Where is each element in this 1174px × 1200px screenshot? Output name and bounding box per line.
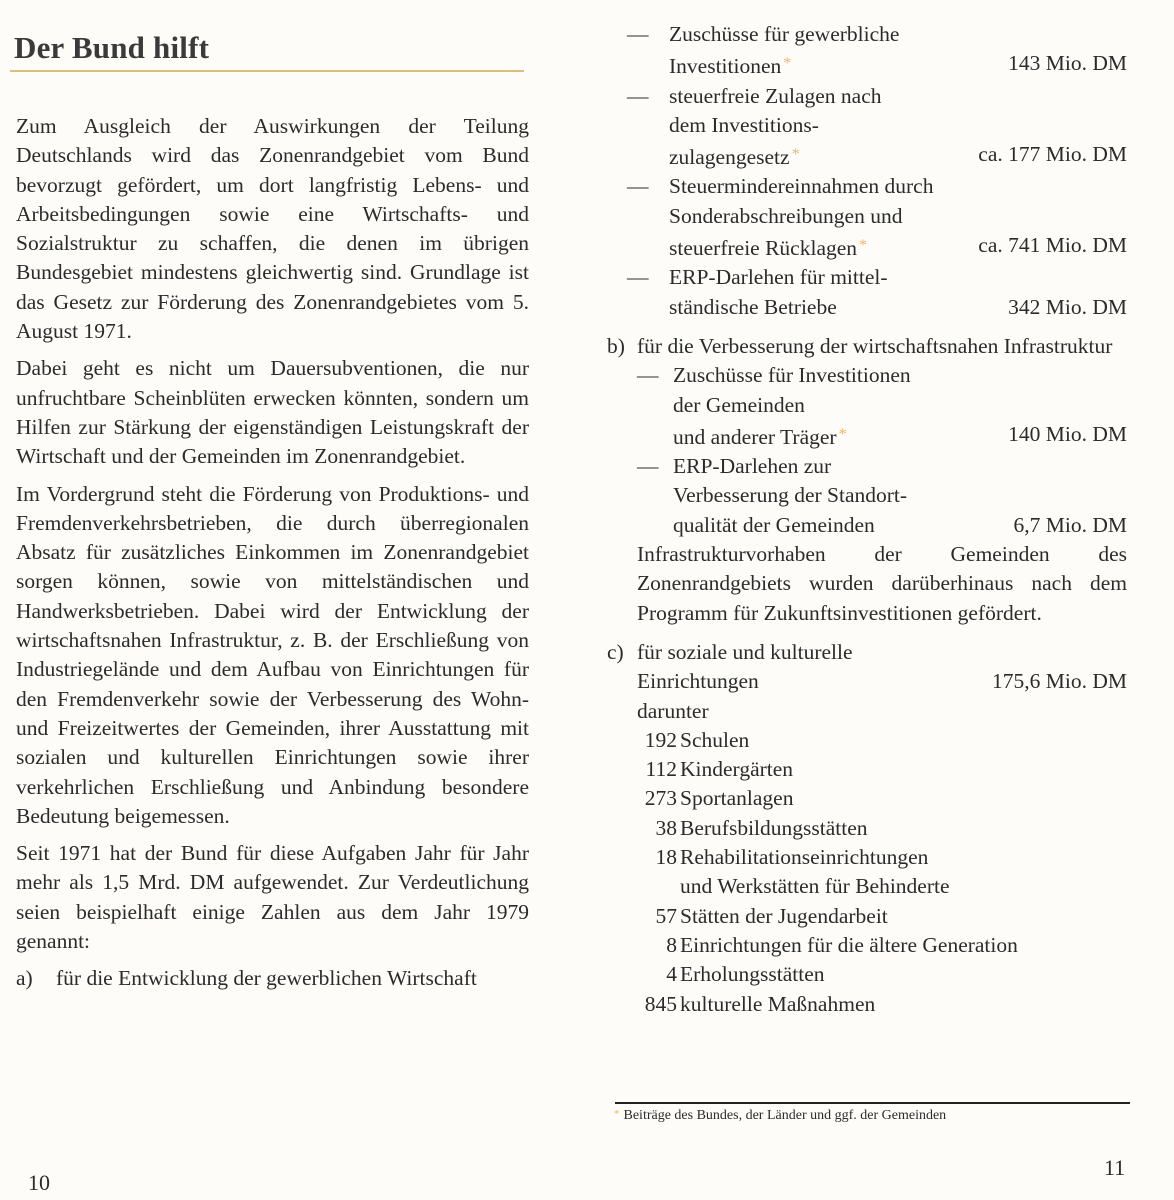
dash-marker: — <box>637 363 659 388</box>
item-text: zulagengesetz <box>669 145 790 170</box>
section-c-text: Einrichtungen <box>637 669 759 694</box>
count-number: 112 <box>645 757 677 782</box>
count-label: Erholungsstätten <box>680 962 825 987</box>
item-amount: 342 Mio. DM <box>1008 294 1127 319</box>
item-amount: 6,7 Mio. DM <box>1013 512 1127 537</box>
item-text: Sonderabschreibungen und <box>669 203 903 228</box>
section-c <box>607 638 1127 1019</box>
item-text: Zuschüsse für Investitionen <box>673 363 911 388</box>
page-title: Der Bund hilft <box>14 30 210 65</box>
count-label: Schulen <box>680 727 750 752</box>
item-text: ERP-Darlehen für mittel- <box>669 265 888 290</box>
item-text: dem Investitions- <box>669 112 819 137</box>
item-text: Investitionen <box>669 54 782 79</box>
footnote-divider <box>615 1102 1130 1104</box>
paragraph-spending: Seit 1971 hat der Bund für diese Aufgaben Jahr für Jahr mehr als 1,5 Mrd. DM aufgewendet. Zur Verdeutlichung seien beispielhaft einige Zahlen aus dem Jahr 1979 genannt: <box>16 841 529 954</box>
count-row <box>637 814 1127 843</box>
item-amount: ca. 741 Mio. DM <box>978 233 1127 258</box>
count-row <box>637 960 1127 989</box>
count-number: 8 <box>666 932 677 957</box>
list-item <box>607 172 1127 263</box>
item-text: Zuschüsse für gewerbliche <box>669 22 900 46</box>
list-item <box>607 263 1127 322</box>
item-text: ERP-Darlehen zur <box>673 454 832 479</box>
list-item <box>637 361 1127 452</box>
item-amount: 143 Mio. DM <box>1008 51 1127 76</box>
count-label: Rehabilitationseinrichtungen <box>680 845 929 870</box>
count-number: 845 <box>644 991 677 1016</box>
section-a-label: a) <box>16 966 33 991</box>
dash-marker: — <box>627 174 649 199</box>
count-row <box>637 931 1127 960</box>
list-item <box>607 82 1127 173</box>
count-number: 4 <box>666 962 677 987</box>
left-column <box>16 112 529 994</box>
section-b-label: b) <box>607 333 625 358</box>
paragraph-subsidies: Dabei geht es nicht um Dauersubventionen, die nur unfruchtbare Scheinblüten erwecken könnten, sondern um Hilfen zur Stärkung der eigenständigen Leistungskraft der Wirtschaft und der Gemeinden im Zonenrandgebiet. <box>16 356 529 469</box>
footnote-text: Beiträge des Bundes, der Länder und ggf. der Gemeinden <box>623 1108 947 1123</box>
item-text: ständische Betriebe <box>669 294 837 319</box>
count-number: 57 <box>655 903 677 928</box>
section-b-text: für die Verbesserung der wirtschaftsnahen Infrastruktur <box>637 333 1113 358</box>
paragraph-focus: Im Vordergrund steht die Förderung von Produktions- und Fremdenverkehrsbetrieben, die durch überregionalen Absatz für zusätzliches Einkommen im Zonenrandgebiet sorgen können, sowie von mittelständischen und Handwerksbetrieben. Dabei wird der Entwicklung der wirtschaftsnahen Infrastruktur, z. B. der Erschließung von Industriegelände und dem Aufbau von Einrichtungen für den Fremdenverkehr sowie der Verbesserung des Wohn- und Freizeitwertes der Gemeinden, ihrer Ausstattung mit sozialen und kulturellen Einrichtungen sowie ihrer verkehrlichen Erschließung und Anbindung besondere Bedeutung beigemessen. <box>16 481 529 828</box>
count-label: Berufsbildungsstätten <box>680 815 868 840</box>
count-number: 18 <box>655 845 677 870</box>
section-c-label: c) <box>607 639 624 664</box>
item-text: Verbesserung der Standort- <box>673 483 908 508</box>
section-b <box>607 332 1127 628</box>
item-text: der Gemeinden <box>673 392 805 417</box>
page-number-left: 10 <box>28 1170 50 1195</box>
item-amount: 175,6 Mio. DM <box>992 669 1127 694</box>
footnote-star-icon: * <box>783 55 792 73</box>
count-number: 38 <box>655 815 677 840</box>
count-row <box>637 726 1127 755</box>
footnote-star-icon: * <box>859 237 868 255</box>
section-c-darunter: darunter <box>637 698 709 723</box>
item-text: Steuermindereinnahmen durch <box>669 174 934 199</box>
section-a-heading <box>16 964 529 993</box>
dash-marker: — <box>627 22 649 46</box>
footnote-star-icon: * <box>614 1108 620 1120</box>
item-text: steuerfreie Rücklagen <box>669 236 858 261</box>
right-column <box>607 20 1127 1019</box>
count-row <box>637 843 1127 902</box>
section-c-text: für soziale und kulturelle <box>637 639 853 664</box>
footnote-star-icon: * <box>838 425 847 443</box>
item-amount: ca. 177 Mio. DM <box>978 142 1127 167</box>
dash-marker: — <box>627 83 649 108</box>
dash-marker: — <box>627 265 649 290</box>
count-number: 273 <box>644 786 677 811</box>
count-label: Stätten der Jugendarbeit <box>680 903 888 928</box>
count-label: Kindergärten <box>680 757 794 782</box>
count-label: Einrichtungen für die ältere Generation <box>680 932 1018 957</box>
count-row <box>637 902 1127 931</box>
paragraph-intro: Zum Ausgleich der Auswirkungen der Teilung Deutschlands wird das Zonenrandgebiet vom Bund bevorzugt gefördert, um dort langfristig Lebens- und Arbeitsbedingungen sowie eine Wirtschafts- und Sozialstruktur zu schaffen, die denen im übrigen Bundesgebiet mindestens gleichwertig sind. Grundlage ist das Gesetz zur Förderung des Zonenrandgebietes vom 5. August 1971. <box>16 114 529 344</box>
footnote-star-icon: * <box>791 146 800 164</box>
title-underline <box>10 70 524 72</box>
dash-marker: — <box>637 454 659 479</box>
section-a-text: für die Entwicklung der gewerblichen Wirtschaft <box>56 966 477 991</box>
count-row <box>637 755 1127 784</box>
count-label: Sportanlagen <box>680 786 794 811</box>
count-row <box>637 990 1127 1019</box>
list-item <box>607 20 1127 82</box>
count-label: kulturelle Maßnahmen <box>680 991 876 1016</box>
page-number-right: 11 <box>1104 1155 1126 1180</box>
item-text: qualität der Gemeinden <box>673 512 875 537</box>
count-label: und Werkstätten für Behinderte <box>680 874 950 899</box>
list-item <box>637 452 1127 540</box>
count-number: 192 <box>644 727 677 752</box>
count-row <box>637 784 1127 813</box>
footnote <box>614 1108 946 1124</box>
item-amount: 140 Mio. DM <box>1008 421 1127 446</box>
item-text: und anderer Träger <box>673 424 837 449</box>
section-b-note: Infrastrukturvorhaben der Gemeinden des Zonenrandgebiets wurden darüberhinaus nach dem Programm für Zukunftsinvestitionen gefördert. <box>637 542 1127 625</box>
item-text: steuerfreie Zulagen nach <box>669 83 882 108</box>
